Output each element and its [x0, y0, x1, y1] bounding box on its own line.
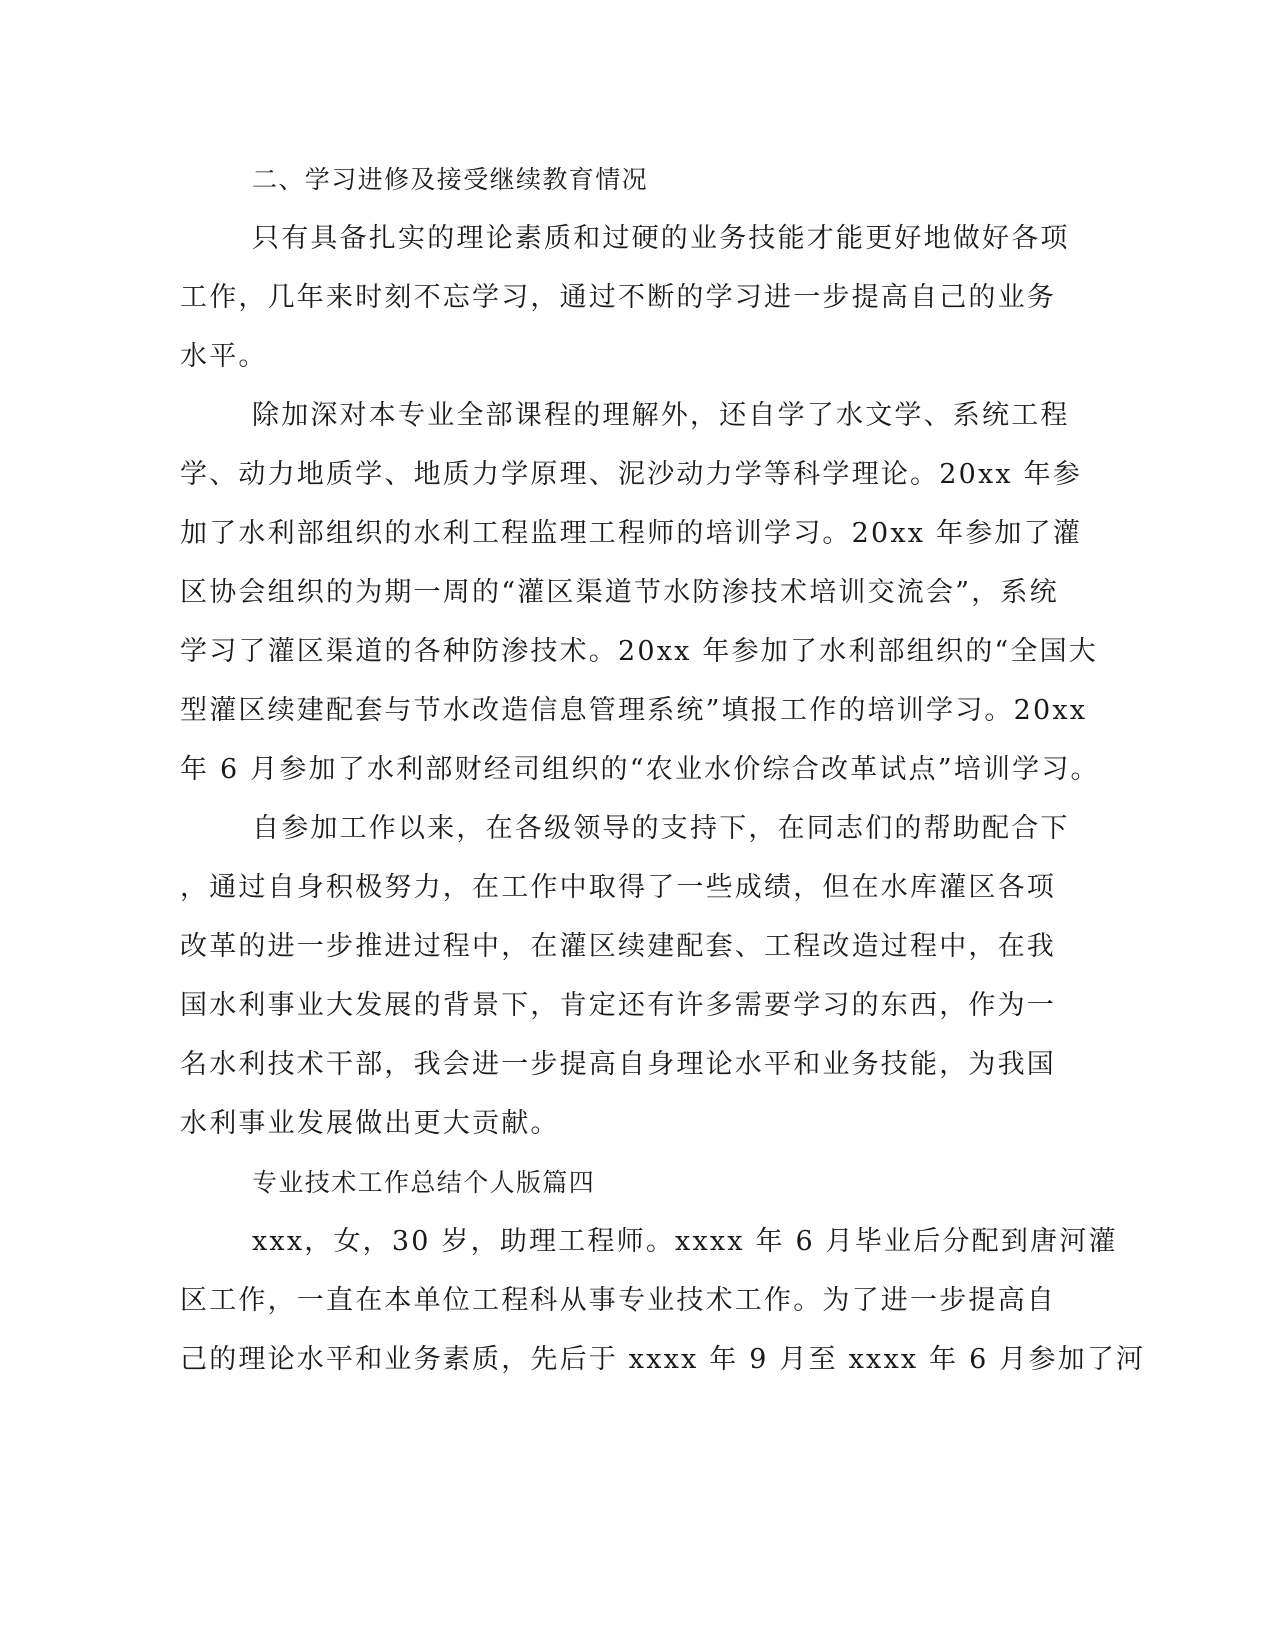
paragraph-line: 年 6 月参加了水利部财经司组织的“农业水价综合改革试点”培训学习。: [180, 754, 1100, 785]
paragraph-line: 型灌区续建配套与节水改造信息管理系统”填报工作的培训学习。20xx: [180, 695, 1088, 726]
document-page: [180, 150, 1146, 1389]
subtitle: 专业技术工作总结个人版篇四: [252, 1168, 596, 1197]
paragraph-line: ，通过自身积极努力，在工作中取得了一些成绩，但在水库灌区各项: [180, 872, 1056, 903]
paragraph-line: 除加深对本专业全部课程的理解外，还自学了水文学、系统工程: [252, 400, 1070, 431]
paragraph-line: 加了水利部组织的水利工程监理工程师的培训学习。20xx 年参加了灌: [180, 518, 1082, 549]
paragraph-line: xxx，女，30 岁，助理工程师。xxxx 年 6 月毕业后分配到唐河灌: [252, 1226, 1118, 1257]
paragraph-line: 己的理论水平和业务素质，先后于 xxxx 年 9 月至 xxxx 年 6 月参加了河: [180, 1344, 1146, 1375]
paragraph-study: [180, 209, 1070, 386]
paragraph-line: 工作，几年来时刻不忘学习，通过不断的学习进一步提高自己的业务: [180, 282, 1056, 313]
section-heading: 二、学习进修及接受继续教育情况: [252, 165, 649, 194]
paragraph-line: 水平。: [180, 341, 268, 372]
paragraph-profile: [180, 1212, 1146, 1389]
paragraph-line: 只有具备扎实的理论素质和过硬的业务技能才能更好地做好各项: [252, 223, 1070, 254]
paragraph-line: 区协会组织的为期一周的“灌区渠道节水防渗技术培训交流会”，系统: [180, 577, 1059, 608]
paragraph-training: [180, 386, 1100, 799]
paragraph-line: 改革的进一步推进过程中，在灌区续建配套、工程改造过程中，在我: [180, 931, 1056, 962]
paragraph-line: 水利事业发展做出更大贡献。: [180, 1108, 560, 1139]
paragraph-conclusion: [180, 799, 1070, 1153]
paragraph-line: 学习了灌区渠道的各种防渗技术。20xx 年参加了水利部组织的“全国大: [180, 636, 1098, 667]
paragraph-line: 国水利事业大发展的背景下，肯定还有许多需要学习的东西，作为一: [180, 990, 1056, 1021]
paragraph-line: 自参加工作以来，在各级领导的支持下，在同志们的帮助配合下: [252, 813, 1070, 844]
paragraph-line: 区工作，一直在本单位工程科从事专业技术工作。为了进一步提高自: [180, 1285, 1056, 1316]
paragraph-line: 名水利技术干部，我会进一步提高自身理论水平和业务技能，为我国: [180, 1049, 1056, 1080]
paragraph-line: 学、动力地质学、地质力学原理、泥沙动力学等科学理论。20xx 年参: [180, 459, 1082, 490]
